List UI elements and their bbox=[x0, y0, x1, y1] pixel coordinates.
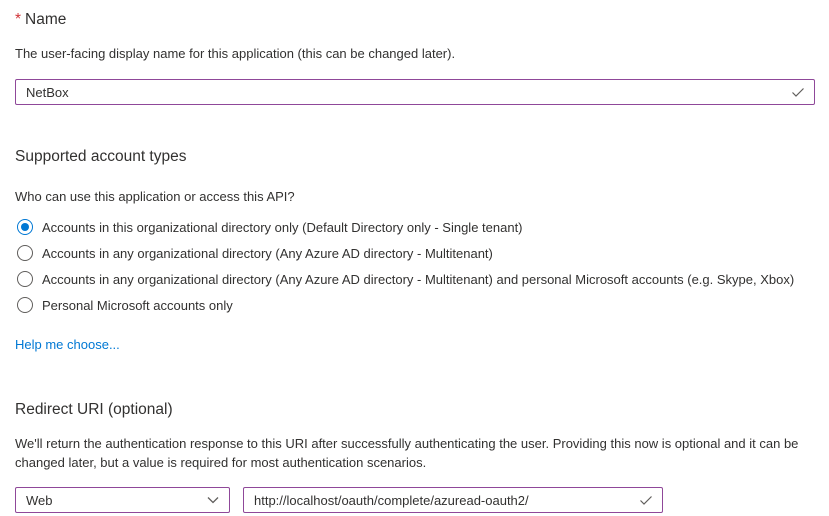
radio-option-multitenant[interactable] bbox=[15, 240, 815, 266]
radio-option-label: Accounts in any organizational directory (Any Azure AD directory - Multitenant) bbox=[42, 245, 493, 261]
redirect-uri-input[interactable] bbox=[244, 488, 662, 512]
radio-option-single-tenant[interactable] bbox=[15, 214, 815, 240]
radio-unselected-icon bbox=[17, 297, 33, 313]
name-section-title bbox=[15, 10, 815, 30]
name-description: The user-facing display name for this application (this can be changed later). bbox=[15, 46, 456, 61]
account-types-title: Supported account types bbox=[15, 148, 187, 165]
radio-selected-icon bbox=[17, 219, 33, 235]
radio-unselected-icon bbox=[17, 271, 33, 287]
radio-option-label: Accounts in this organizational directory only (Default Directory only - Single tenant) bbox=[42, 219, 523, 235]
redirect-uri-title: Redirect URI (optional) bbox=[15, 401, 173, 418]
platform-select-dropdown[interactable] bbox=[15, 487, 230, 513]
chevron-down-icon bbox=[206, 493, 220, 507]
name-input[interactable] bbox=[16, 80, 814, 104]
redirect-uri-input-container bbox=[243, 487, 663, 513]
help-me-choose-link[interactable]: Help me choose... bbox=[15, 337, 120, 352]
radio-option-multitenant-personal[interactable] bbox=[15, 266, 815, 292]
name-label: Name bbox=[25, 11, 67, 28]
radio-option-label: Accounts in any organizational directory (Any Azure AD directory - Multitenant) and personal Microsoft accounts (e.g. Skype, Xbox) bbox=[42, 271, 795, 287]
radio-option-personal-only[interactable] bbox=[15, 292, 815, 318]
account-type-radio-group bbox=[15, 214, 815, 318]
redirect-uri-description: We'll return the authentication response to this URI after successfully authenticating the user. Providing this now is optional and it can be changed later, but a value is required for most authentication scenarios. bbox=[15, 436, 799, 470]
radio-option-label: Personal Microsoft accounts only bbox=[42, 297, 233, 313]
required-asterisk: * bbox=[15, 11, 22, 28]
platform-selected-value: Web bbox=[26, 492, 53, 508]
radio-unselected-icon bbox=[17, 245, 33, 261]
account-types-question: Who can use this application or access this API? bbox=[15, 189, 295, 204]
name-input-container bbox=[15, 79, 815, 105]
